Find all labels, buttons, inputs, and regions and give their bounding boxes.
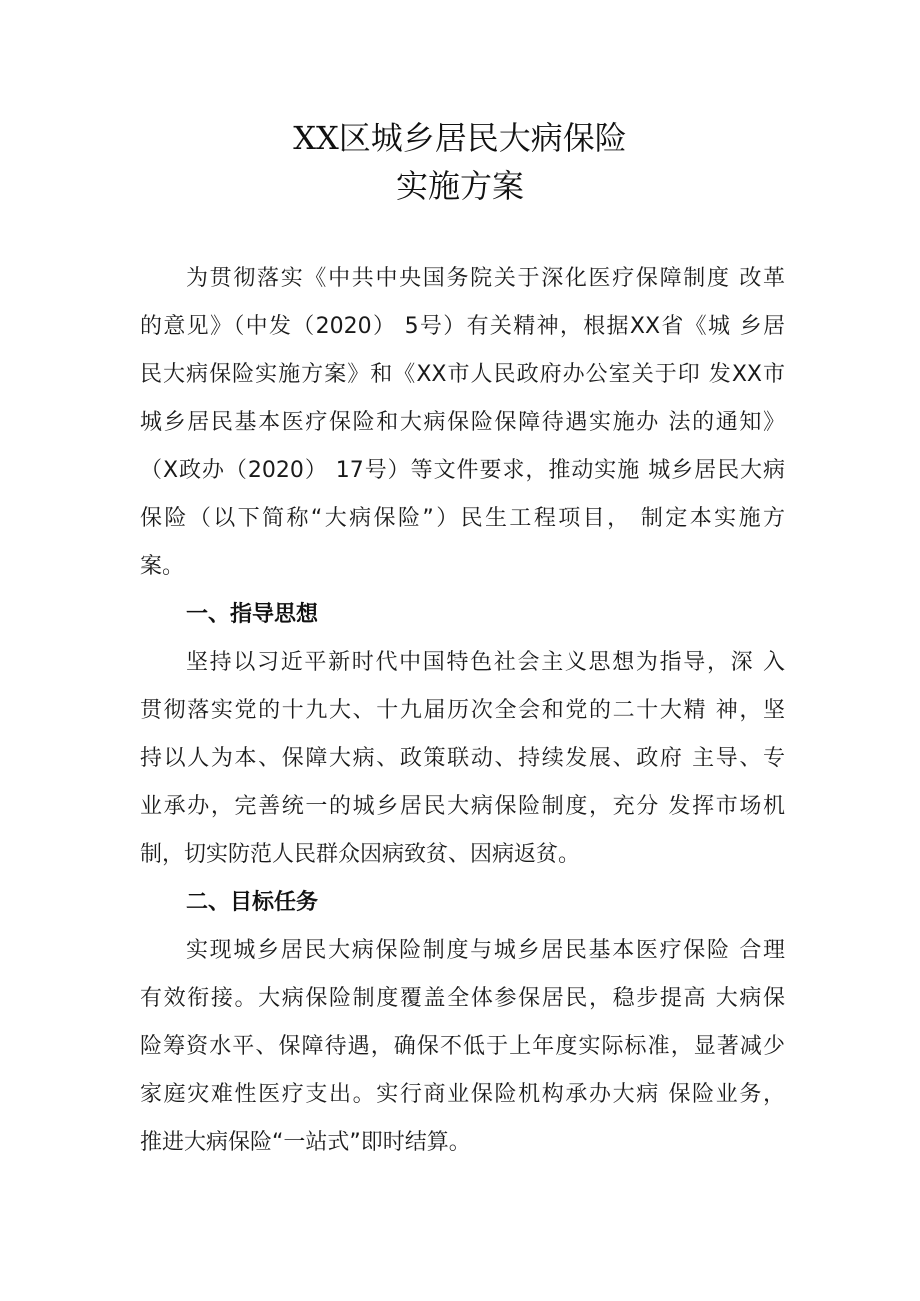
document-title <box>0 114 920 210</box>
intro-line-1: 为贯彻落实《中共中央国务院关于深化医疗保障制度 改革 <box>186 266 785 291</box>
section1-line-1: 坚持以习近平新时代中国特色社会主义思想为指导，深 入 <box>186 650 785 675</box>
section2-line-2: 有效衔接。大病保险制度覆盖全体参保居民，稳步提高 大病保 <box>140 986 785 1011</box>
section-heading-guiding-ideology: 一、指导思想 <box>186 602 319 627</box>
section2-line-5: 推进大病保险“一站式”即时结算。 <box>140 1130 471 1155</box>
section2-line-3: 险筹资水平、保障待遇，确保不低于上年度实际标准，显著减少 <box>140 1034 785 1059</box>
section1-line-2: 贯彻落实党的十九大、十九届历次全会和党的二十大精 神，坚 <box>140 698 785 723</box>
intro-line-5: （X政办（2020） 17号）等文件要求，推动实施 城乡居民大病 <box>140 458 785 483</box>
section-heading-goals-tasks: 二、目标任务 <box>186 890 319 915</box>
intro-line-6: 保险（以下简称“大病保险”）民生工程项目， 制定本实施方 <box>140 506 785 531</box>
section1-line-3: 持以人为本、保障大病、政策联动、持续发展、政府 主导、专 <box>140 746 785 771</box>
intro-line-4: 城乡居民基本医疗保险和大病保险保障待遇实施办 法的通知》 <box>140 410 785 435</box>
section2-line-4: 家庭灾难性医疗支出。实行商业保险机构承办大病 保险业务， <box>140 1082 785 1107</box>
title-line-1: XX区城乡居民大病保险 <box>293 119 627 157</box>
section1-line-5: 制，切实防范人民群众因病致贫、因病返贫。 <box>140 842 581 867</box>
intro-line-7: 案。 <box>140 554 185 579</box>
title-line-2: 实施方案 <box>395 167 524 205</box>
intro-line-2: 的意见》（中发（2020） 5号）有关精神，根据XX省《城 乡居 <box>140 314 785 339</box>
section1-line-4: 业承办，完善统一的城乡居民大病保险制度，充分 发挥市场机 <box>140 794 785 819</box>
section2-line-1: 实现城乡居民大病保险制度与城乡居民基本医疗保险 合理 <box>186 938 785 963</box>
intro-line-3: 民大病保险实施方案》和《XX市人民政府办公室关于印 发XX市 <box>140 362 785 387</box>
